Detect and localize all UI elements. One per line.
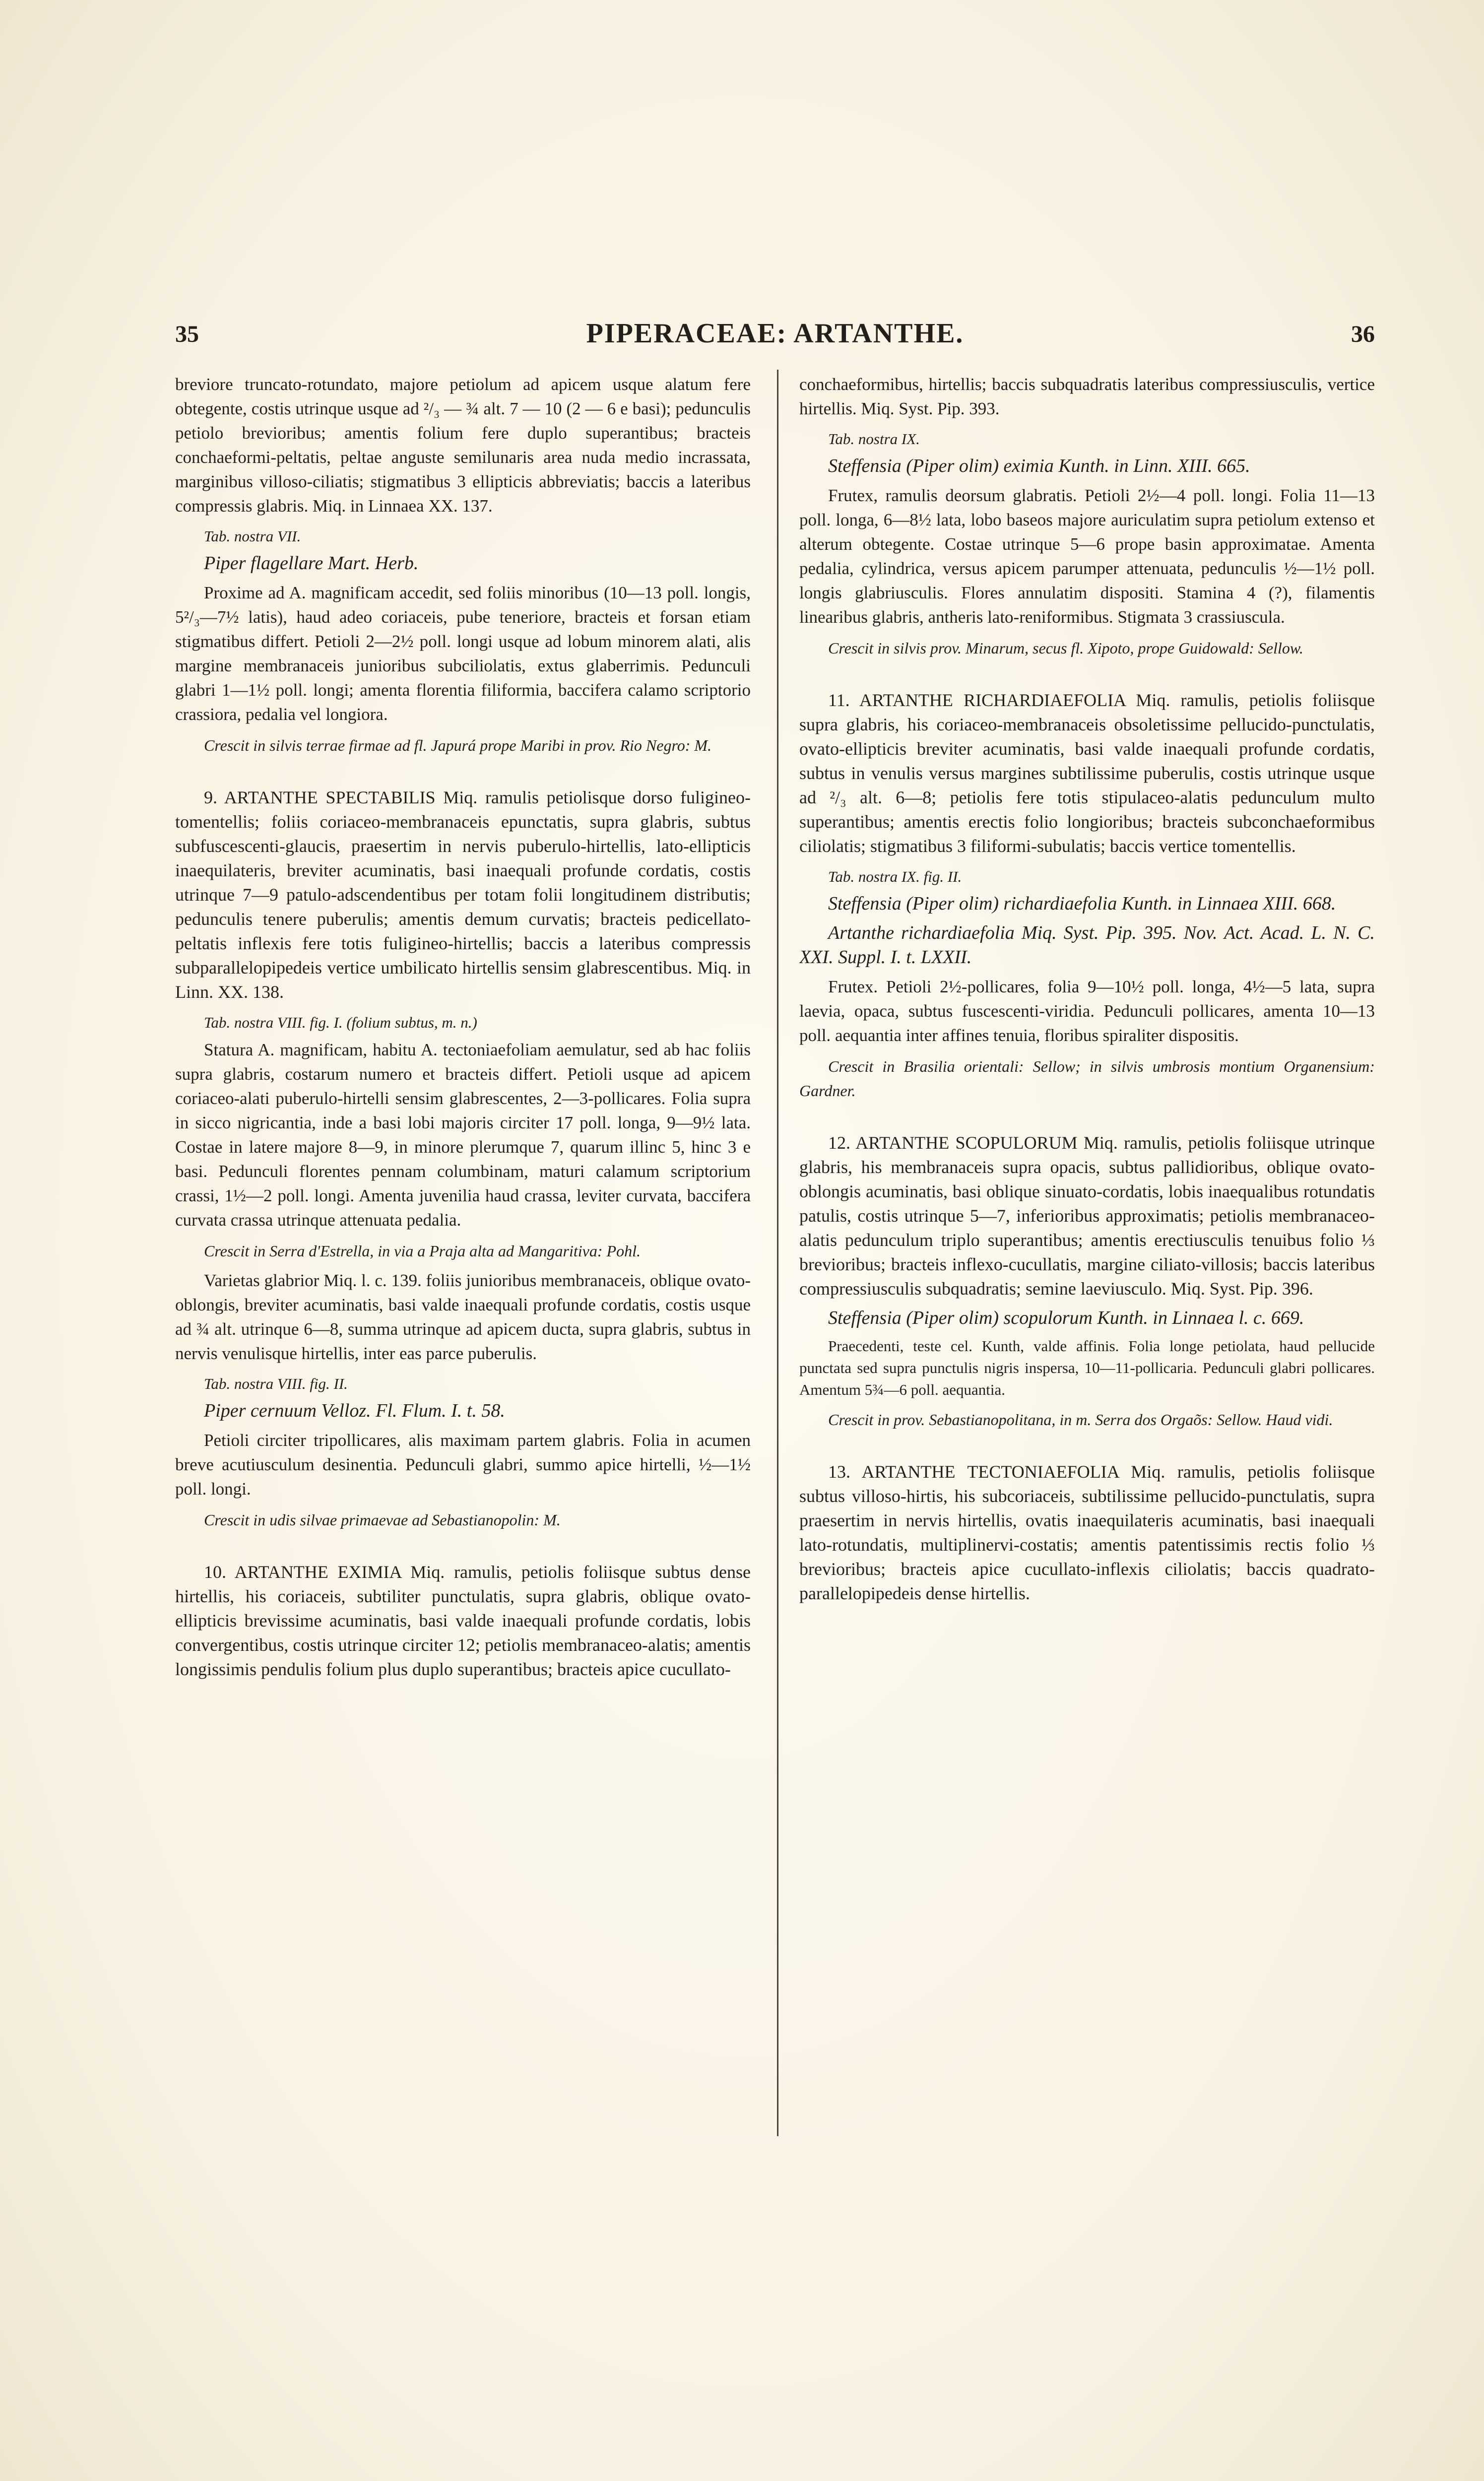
synonym: Steffensia (Piper olim) richardiaefolia Kunth. in Linnaea XIII. 668.	[828, 893, 1336, 914]
locality-note: Crescit in Serra d'Estrella, in via a Praja alta ad Mangaritiva: Pohl.	[204, 1242, 641, 1260]
paragraph: breviore truncato-rotundato, majore petiolum ad apicem usque alatum fere obtegente, costis utrinque usque ad ²/₃ — ¾ alt. 7 — 10 (2 — 6 e basi); pedunculis petiolo brevioribus; amentis folium fere duplo superantibus; bracteis conchaeformi-peltatis, peltae anguste semilunaris area nuda medio incrassata, marginibus villoso-ciliatis; stigmatibus 3 ellipticis abbreviatis; baccis a lateribus compressis glabris. Miq. in Linnaea XX. 137.	[175, 375, 751, 516]
species-entry: 10. ARTANTHE EXIMIA Miq. ramulis, petiolis foliisque subtus dense hirtellis, his coriaceis, subtiliter punctulatis, supra glabris, oblique ovato-ellipticis brevissime acuminatis, basi valde inaequali profunde cordatis, lobis convergentibus, costis utrinque circiter 12; petiolis membranaceo-alatis; amentis longissimis pendulis folium plus duplo superantibus; bracteis apice cucullato-	[175, 1562, 751, 1679]
paragraph: Frutex. Petioli 2½-pollicares, folia 9—10½ poll. longa, 4½—5 lata, supra laevia, opaca, subtus fuscescenti-viridia. Pedunculi pollicares, amenta 10—13 poll. aequantia inter affines tenuia, floribus spiraliter dispositis.	[799, 977, 1375, 1045]
plate-reference: Tab. nostra VII.	[204, 527, 301, 545]
running-title: PIPERACEAE: ARTANTHE.	[586, 318, 964, 349]
note-paragraph: Praecedenti, teste cel. Kunth, valde affinis. Folia longe petiolata, haud pellucide punctata sed supra punctulis nigris inspersa, 10—11-pollicaria. Pedunculi glabri pollicares. Amentum 5¾—6 poll. aequantia.	[799, 1337, 1375, 1398]
column-divider	[777, 370, 778, 2136]
right-column	[799, 372, 1375, 2426]
paragraph: conchaeformibus, hirtellis; baccis subquadratis lateribus compressiusculis, vertice hirtellis. Miq. Syst. Pip. 393.	[799, 375, 1375, 418]
plate-reference: Tab. nostra VIII. fig. II.	[204, 1375, 348, 1392]
left-column	[175, 372, 751, 2426]
paragraph: Varietas glabrior Miq. l. c. 139. foliis junioribus membranaceis, oblique ovato-oblongis, breviter acuminatis, basi valde inaequali profunde cordatis, costis usque ad ¾ alt. utrinque 6—8, summa utrinque ad apicem ducta, supra glabris, subtus in nervis venulisque hirtellis, inter eas parce puberulis.	[175, 1271, 751, 1363]
plate-reference: Tab. nostra IX. fig. II.	[828, 868, 962, 885]
locality-note: Crescit in silvis terrae firmae ad fl. Japurá prope Maribi in prov. Rio Negro: M.	[204, 736, 712, 754]
paragraph: Statura A. magnificam, habitu A. tectoniaefoliam aemulatur, sed ab hac foliis supra glabris, costarum numero et bracteis differt. Petioli usque ad apicem coriaceo-alati puberulo-hirtelli sensim glabrescentes, 2—3-pollicares. Folia supra in sicco nigricantia, inde a basi lobi majoris circiter 17 poll. longa, 9—9½ lata. Costae in latere majore 8—9, in minore plerumque 7, quarum illinc 5, hinc 3 e basi. Pedunculi florentes pennam columbinam, maturi calamum scriptorium crassi, 1½—2 poll. longi. Amenta juvenilia haud crassa, leviter curvata, baccifera curvata crassa utrinque attenuata pedalia.	[175, 1040, 751, 1230]
page-number-right: 36	[1351, 321, 1375, 347]
species-entry: 13. ARTANTHE TECTONIAEFOLIA Miq. ramulis, petiolis foliisque subtus villoso-hirtis, his subcoriaceis, subtilissime pellucido-punctulatis, supra praesertim in nervis hirtellis, ovatis inaequilateris acuminatis, basi inaequali lato-rotundatis, multiplinervi-costatis; amentis patentissimis rectis folio ⅓ brevioribus; bracteis apice cucullato-inflexis ciliolatis; baccis quadrato-parallelopipedeis dense hirtellis.	[799, 1462, 1375, 1603]
species-entry: 12. ARTANTHE SCOPULORUM Miq. ramulis, petiolis foliisque utrinque glabris, his membranaceis supra opacis, subtus pallidioribus, oblique ovato-oblongis acuminatis, basi oblique sinuato-cordatis, lobis inaequalibus rotundatis patulis, costis utrinque 5—7, inferioribus approximatis; petiolis membranaceo-alatis pedunculum triplo superantibus; amentis erectiusculis tenuibus folio ⅓ brevioribus; bracteis inflexo-cucullatis, margine ciliato-villosis; baccis lateribus compressiusculis subquadratis; semine laeviusculo. Miq. Syst. Pip. 396.	[799, 1133, 1375, 1299]
species-entry: 9. ARTANTHE SPECTABILIS Miq. ramulis petiolisque dorso fuligineo-tomentellis; foliis coriaceo-membranaceis epunctatis, supra glabris, subtus subfuscescenti-glaucis, praesertim in nervis puberulo-hirtellis, lato-ellipticis inaequilateris, breviter acuminatis, basi inaequali profunde cordatis, costis utrinque 7—9 patulo-adscendentibus per totam folii longitudinem distributis; pedunculis tenere puberulis; amentis demum curvatis; bracteis pedicellato-peltatis inflexis fere totis fuligineo-hirtellis; baccis a lateribus compressis subparallelopipedeis vertice umbilicato hirtellis sensim glabrescentibus. Miq. in Linn. XX. 138.	[175, 787, 751, 1002]
synonym: Piper flagellare Mart. Herb.	[204, 553, 419, 574]
synonym: Steffensia (Piper olim) scopulorum Kunth. in Linnaea l. c. 669.	[828, 1307, 1304, 1328]
synonym: Artanthe richardiaefolia Miq. Syst. Pip. 395. Nov. Act. Acad. L. N. C. XXI. Suppl. I. t. LXXII.	[799, 922, 1375, 968]
locality-note: Crescit in udis silvae primaevae ad Sebastianopolin: M.	[204, 1511, 561, 1529]
paragraph: Petioli circiter tripollicares, alis maximam partem glabris. Folia in acumen breve acutiusculum desinentia. Pedunculi glabri, summo apice hirtelli, ½—1½ poll. longi.	[175, 1431, 751, 1499]
page-number-left: 35	[175, 321, 199, 347]
locality-note: Crescit in silvis prov. Minarum, secus fl. Xipoto, prope Guidowald: Sellow.	[828, 639, 1303, 657]
paragraph: Frutex, ramulis deorsum glabratis. Petioli 2½—4 poll. longi. Folia 11—13 poll. longa, 6—8½ lata, lobo baseos majore auriculatim supra petiolum extenso et alterum obtegente. Costae utrinque 5—6 prope basin approximatae. Amenta pedalia, cylindrica, versus apicem parumper attenuata, pedunculis ½—1½ poll. longis glabriusculis. Flores annulatim dispositi. Stamina 4 (?), filamentis linearibus glabris, antheris lato-reniformibus. Stigmata 3 crassiuscula.	[799, 486, 1375, 627]
synonym: Steffensia (Piper olim) eximia Kunth. in Linn. XIII. 665.	[828, 456, 1250, 476]
plate-reference: Tab. nostra IX.	[828, 430, 920, 448]
plate-reference: Tab. nostra VIII. fig. I. (folium subtus, m. n.)	[204, 1014, 477, 1031]
locality-note: Crescit in prov. Sebastianopolitana, in m. Serra dos Orgaõs: Sellow. Haud vidi.	[828, 1411, 1333, 1429]
locality-note: Crescit in Brasilia orientali: Sellow; in silvis umbrosis montium Organensium: Gardner.	[799, 1057, 1375, 1100]
running-header	[175, 318, 1375, 357]
synonym: Piper cernuum Velloz. Fl. Flum. I. t. 58.	[204, 1400, 505, 1421]
species-entry: 11. ARTANTHE RICHARDIAEFOLIA Miq. ramulis, petiolis foliisque supra glabris, his coriaceo-membranaceis obsoletissime pellucido-punctulatis, ovato-ellipticis breviter acuminatis, basi valde inaequali profunde cordatis, subtus in venulis versus margines subtilissime puberulis, costis utrinque usque ad ²/₃ alt. 6—8; petiolis fere totis stipulaceo-alatis pedunculum multo superantibus; amentis erectis folio longioribus; bracteis subconchaeformibus ciliolatis; stigmatibus 3 filiformi-subulatis; baccis vertice tomentellis.	[799, 690, 1375, 856]
paragraph: Proxime ad A. magnificam accedit, sed foliis minoribus (10—13 poll. longis, 5²/₃—7½ latis), haud adeo coriaceis, pube teneriore, bracteis et forsan etiam stigmatibus differt. Petioli 2—2½ poll. longi usque ad lobum minorem alati, alis margine membranaceis junioribus subciliolatis, extus glaberrimis. Pedunculi glabri 1—1½ poll. longi; amenta florentia filiformia, baccifera calamo scriptorio crassiora, pedalia vel longiora.	[175, 583, 751, 724]
